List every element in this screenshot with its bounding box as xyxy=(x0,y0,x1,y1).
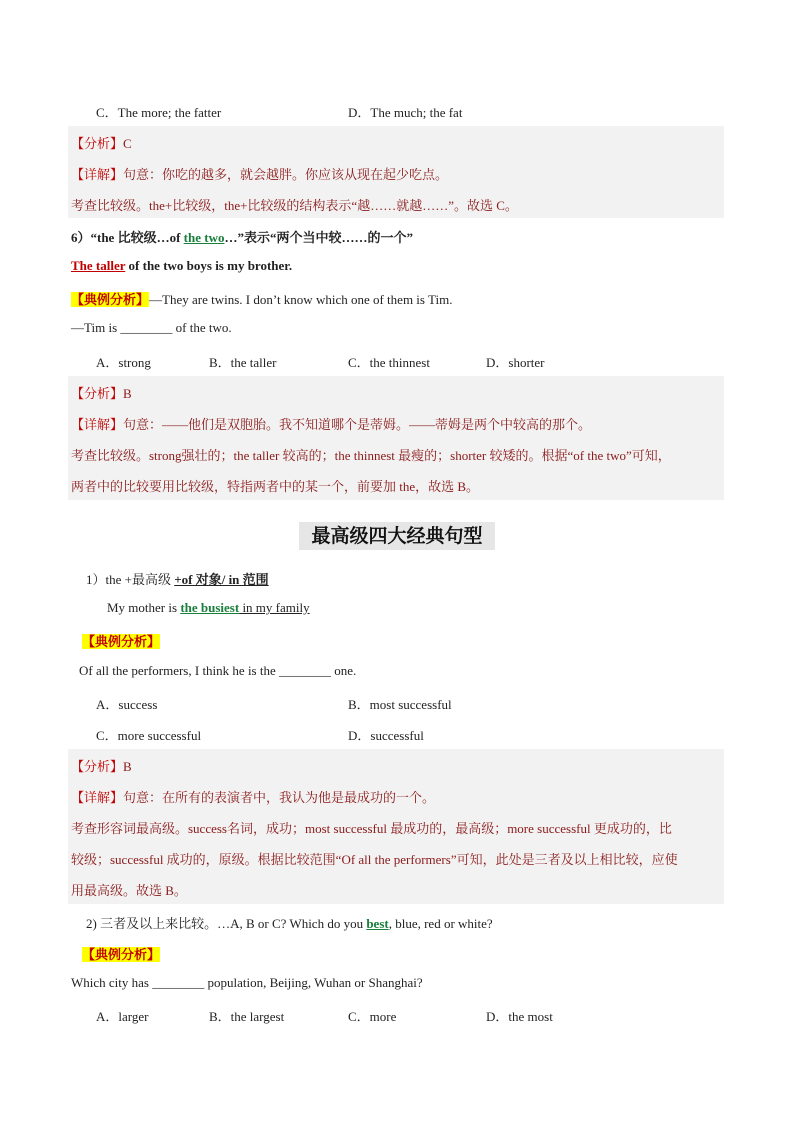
question-line-2: —Tim is ________ of the two. xyxy=(71,320,232,335)
example-tag-2: 【典例分析】 xyxy=(82,634,161,649)
rule-heading-6: 6）“the 比较级…of the two…”表示“两个当中较……的一个” xyxy=(71,230,413,245)
option-d: D．The much; the fat xyxy=(348,105,463,120)
rule-heading-2: 2) 三者及以上来比较。…A, B or C? Which do you best, blue, red or white? xyxy=(86,916,493,931)
explain-line-3b: 较级；successful 成功的，原级。根据比较范围“Of all the performers”可知，此处是三者及以上相比较，应使 xyxy=(71,852,678,867)
question-line-4: Which city has ________ population, Beijing, Wuhan or Shanghai? xyxy=(71,975,423,990)
example-sentence: The taller of the two boys is my brother. xyxy=(71,258,293,273)
rule-heading-1: 1）the +最高级 +of 对象/ in 范围 xyxy=(86,572,269,587)
question-line-3: Of all the performers, I think he is the ________ one. xyxy=(79,663,357,678)
question-line-1: 【典例分析】—They are twins. I don’t know which one of them is Tim. xyxy=(71,292,453,307)
option-a: A．success xyxy=(96,697,158,712)
option-a: A．strong xyxy=(96,355,151,370)
analysis-line-1: 【分析】C xyxy=(71,136,132,151)
explain-line-2a: 考查比较级。strong强壮的；the taller 较高的；the thinnest 最瘦的；shorter 较矮的。根据“of the two”可知， xyxy=(71,448,671,463)
example-sentence-2: My mother is the busiest in my family xyxy=(107,600,310,615)
option-d: D．shorter xyxy=(486,355,545,370)
option-c: C．the thinnest xyxy=(348,355,430,370)
analysis-line-3: 【分析】B xyxy=(71,759,132,774)
option-c: C．more successful xyxy=(96,728,202,743)
explain-line-2b: 两者中的比较要用比较级，特指两者中的某一个，前要加 the，故选 B。 xyxy=(71,479,480,494)
example-tag-3: 【典例分析】 xyxy=(82,947,161,962)
detail-line-3: 【详解】句意：在所有的表演者中，我认为他是最成功的一个。 xyxy=(71,790,436,805)
option-b: B．the largest xyxy=(209,1009,285,1024)
option-c: C．more xyxy=(348,1009,397,1024)
option-d: D．successful xyxy=(348,728,424,743)
detail-line-1: 【详解】句意：你吃的越多，就会越胖。你应该从现在起少吃点。 xyxy=(71,167,449,182)
option-c: C．The more; the fatter xyxy=(96,105,222,120)
section-title: 最高级四大经典句型 xyxy=(299,522,495,550)
option-b: B．the taller xyxy=(209,355,277,370)
option-d: D．the most xyxy=(486,1009,553,1024)
detail-line-2: 【详解】句意：——他们是双胞胎。我不知道哪个是蒂姆。——蒂姆是两个中较高的那个。 xyxy=(71,417,592,432)
option-b: B．most successful xyxy=(348,697,452,712)
explain-line-3c: 用最高级。故选 B。 xyxy=(71,883,187,898)
explain-line-3a: 考查形容词最高级。success名词，成功；most successful 最成功的，最高级；more successful 更成功的，比 xyxy=(71,821,672,836)
option-a: A．larger xyxy=(96,1009,149,1024)
example-tag: 【典例分析】 xyxy=(71,292,150,307)
analysis-line-2: 【分析】B xyxy=(71,386,132,401)
explain-line-1: 考查比较级。the+比较级，the+比较级的结构表示“越……就越……”。故选 C。 xyxy=(71,198,518,213)
